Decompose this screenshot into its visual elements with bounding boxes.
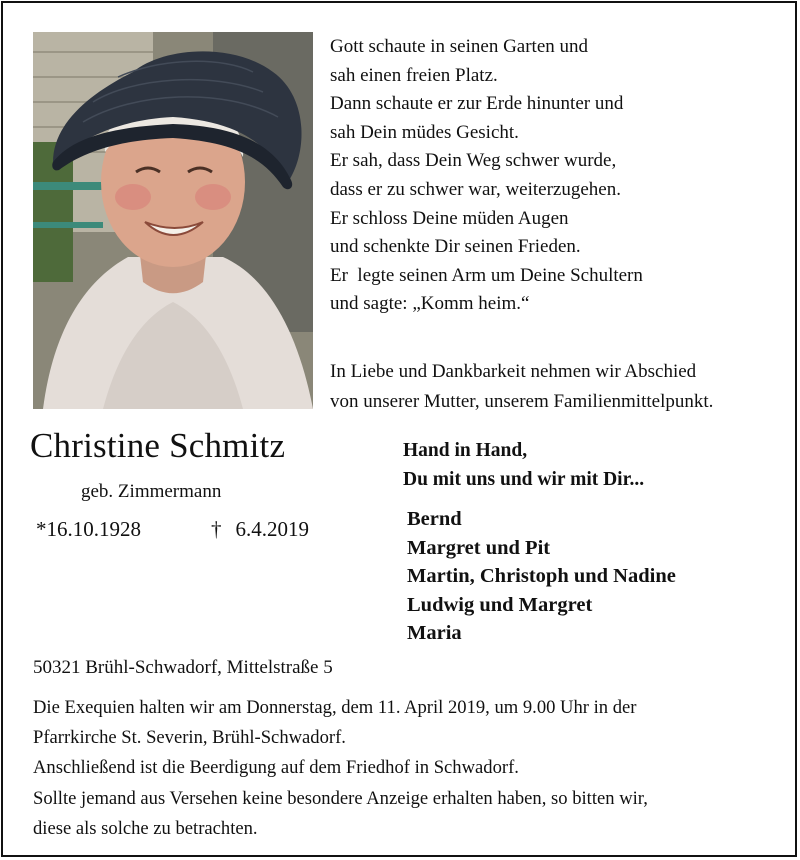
family-member: Margret und Pit xyxy=(407,536,551,559)
poem-line: und sagte: „Komm heim.“ xyxy=(330,293,530,315)
birth-mark: * xyxy=(36,517,47,541)
poem xyxy=(330,33,780,319)
notice-line: Die Exequien halten wir am Donnerstag, dem 11. April 2019, um 9.00 Uhr in der xyxy=(33,697,637,718)
cross-icon: † xyxy=(211,517,222,541)
notice-line: Sollte jemand aus Versehen keine besondere Anzeige erhalten haben, so bitten wir, xyxy=(33,787,648,809)
deceased-name: Christine Schmitz xyxy=(30,426,286,465)
poem-line: Er sah, dass Dein Weg schwer wurde, xyxy=(330,150,617,172)
family-member: Maria xyxy=(407,622,462,645)
birth-date-value: 16.10.1928 xyxy=(46,517,141,541)
funeral-notice xyxy=(33,693,773,844)
poem-line: Dann schaute er zur Erde hinunter und xyxy=(330,93,624,115)
family-member: Ludwig und Margret xyxy=(407,593,593,616)
poem-line: sah einen freien Platz. xyxy=(330,64,498,86)
poem-line: und schenkte Dir seinen Frieden. xyxy=(330,236,581,258)
birth-date xyxy=(36,515,141,543)
poem-line: sah Dein müdes Gesicht. xyxy=(330,121,519,143)
address: 50321 Brühl-Schwadorf, Mittelstraße 5 xyxy=(33,657,333,678)
family-member: Martin, Christoph und Nadine xyxy=(407,565,676,588)
notice-line: Pfarrkirche St. Severin, Brühl-Schwadorf. xyxy=(33,727,346,749)
notice-line: Anschließend ist die Beerdigung auf dem Friedhof in Schwadorf. xyxy=(33,757,519,779)
portrait-photo xyxy=(33,32,313,409)
death-date xyxy=(211,515,309,543)
family-member: Bernd xyxy=(407,508,462,530)
motto-line: Du mit uns und wir mit Dir... xyxy=(403,469,645,490)
death-date-value: 6.4.2019 xyxy=(235,517,309,541)
farewell-line: In Liebe und Dankbarkeit nehmen wir Abschied xyxy=(330,361,697,382)
maiden-name: geb. Zimmermann xyxy=(81,481,222,502)
poem-line: Er legte seinen Arm um Deine Schultern xyxy=(330,264,643,286)
motto xyxy=(403,436,644,494)
family-list xyxy=(407,505,676,648)
farewell-text xyxy=(330,357,790,417)
motto-line: Hand in Hand, xyxy=(403,440,528,461)
poem-line: Er schloss Deine müden Augen xyxy=(330,207,569,229)
notice-line: diese als solche zu betrachten. xyxy=(33,817,258,839)
poem-line: Gott schaute in seinen Garten und xyxy=(330,36,589,57)
farewell-line: von unserer Mutter, unserem Familienmittelpunkt. xyxy=(330,391,714,412)
poem-line: dass er zu schwer war, weiterzugehen. xyxy=(330,178,621,200)
